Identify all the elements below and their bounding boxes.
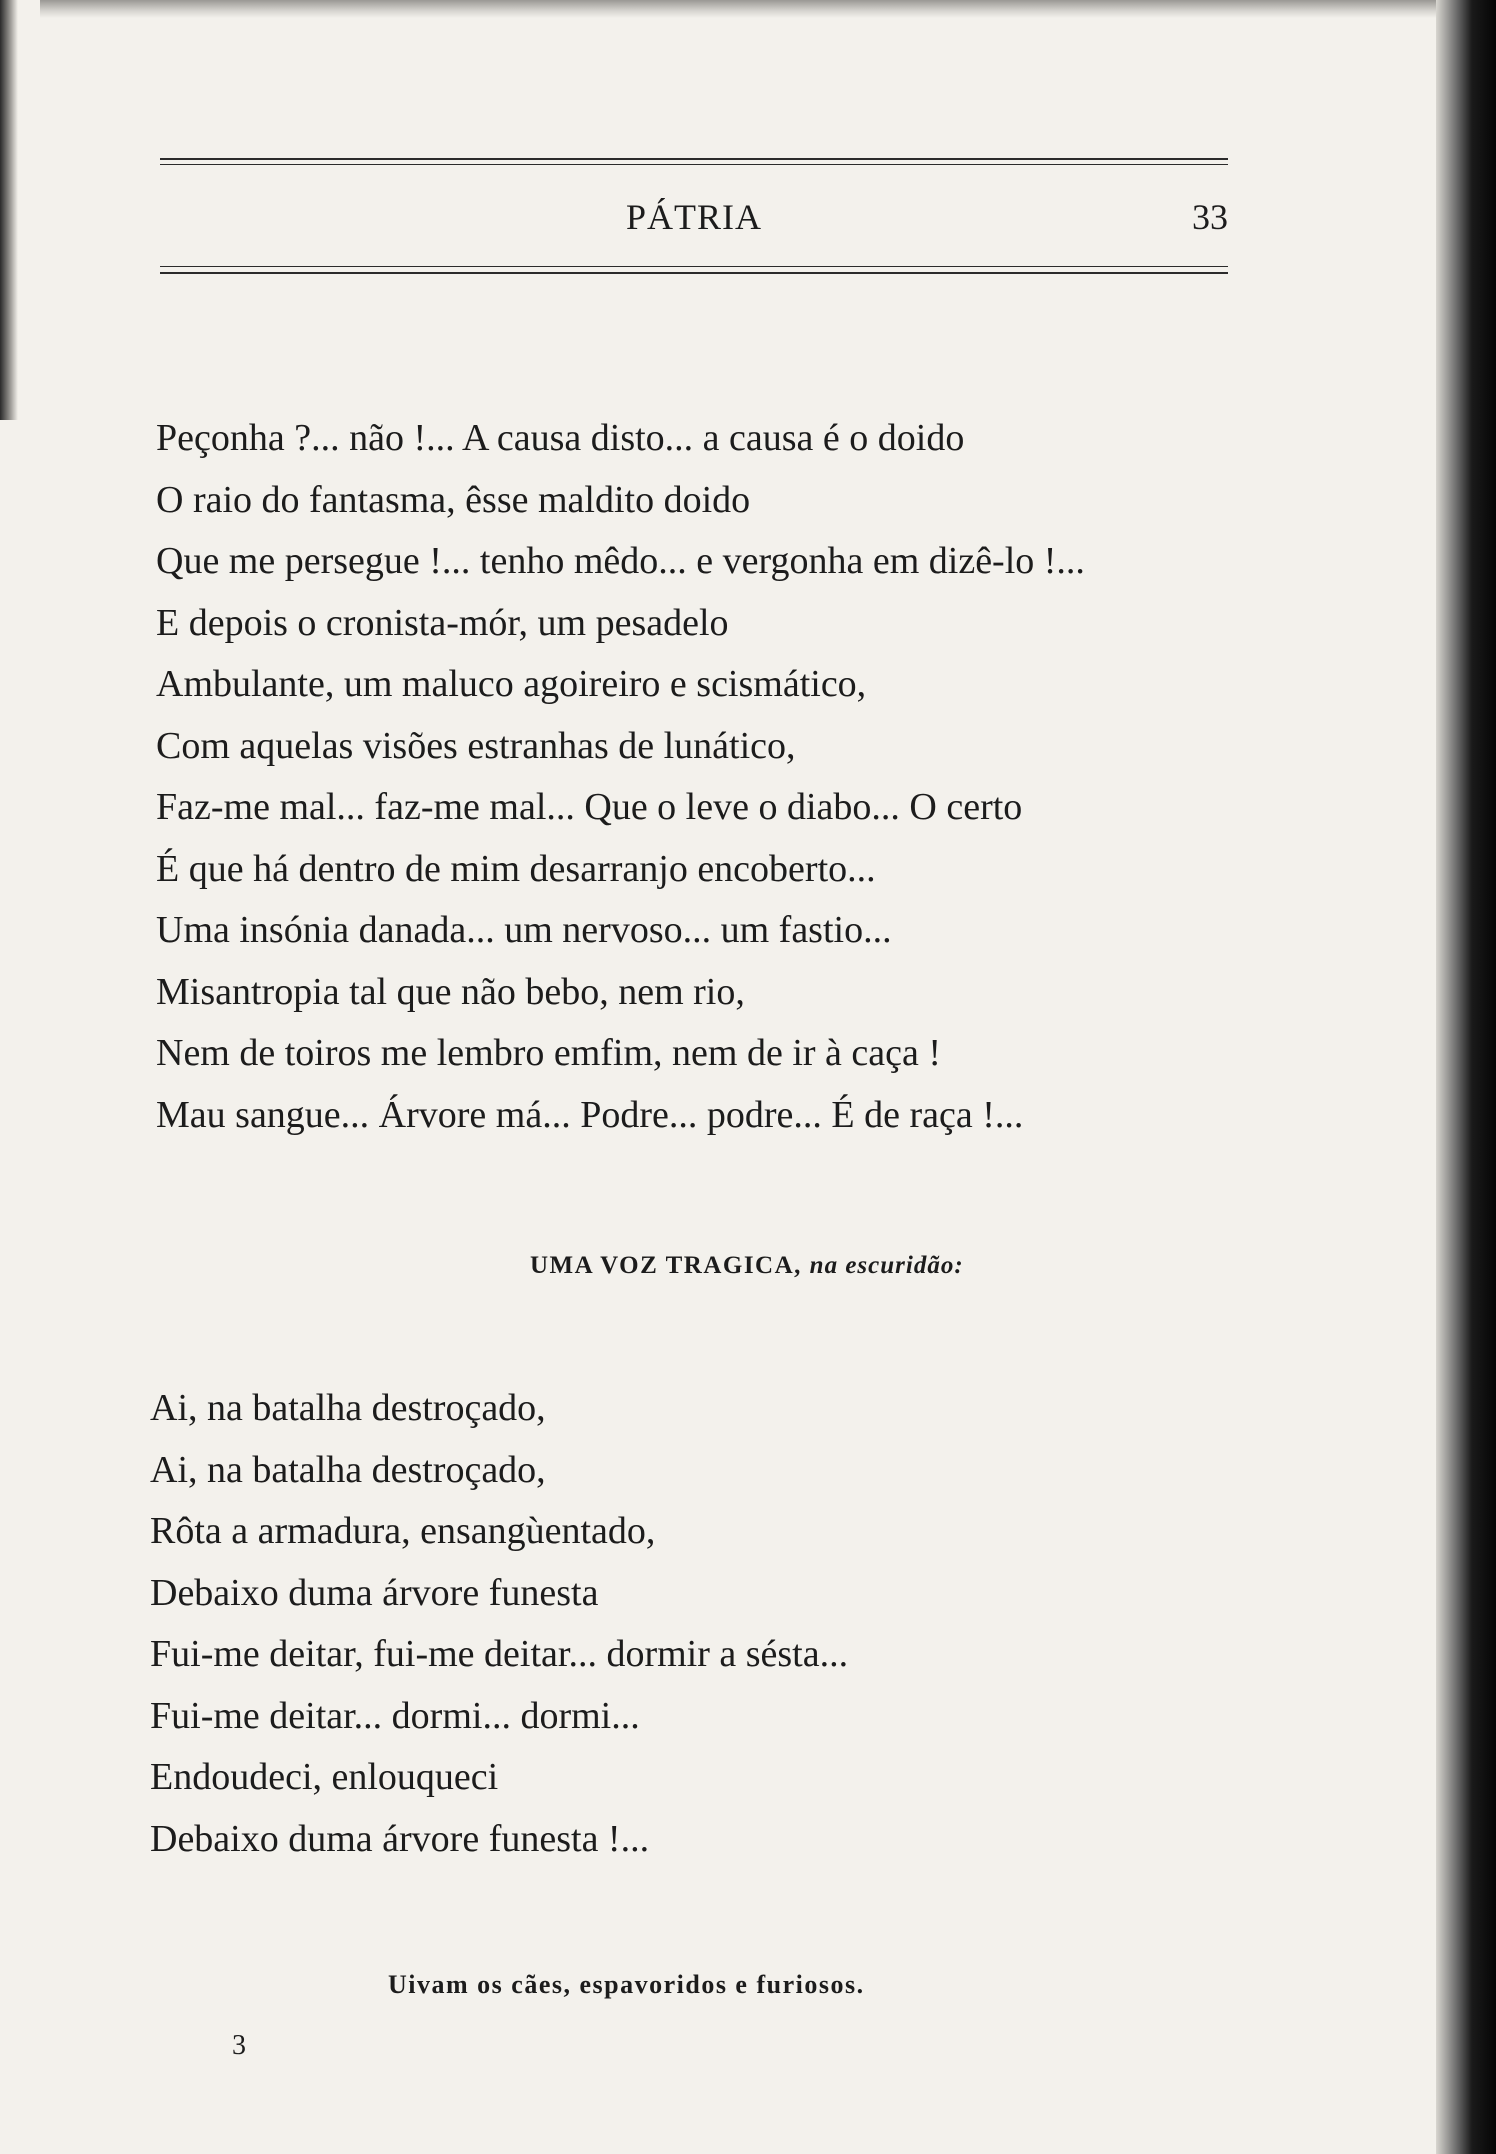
verse-line: Mau sangue... Árvore má... Podre... podre... É de raça !... [156,1093,1024,1136]
running-header [160,196,1228,246]
verse-line: É que há dentro de mim desarranjo encoberto... [156,847,876,890]
verse-line: Endoudeci, enlouqueci [150,1756,499,1798]
verse-line: Fui-me deitar, fui-me deitar... dormir a sésta... [150,1633,849,1675]
verse-line: Debaixo duma árvore funesta !... [150,1817,650,1860]
speaker-heading [530,1252,964,1280]
page-number: 33 [1192,197,1228,237]
header-rule-bottom [160,272,1228,274]
verse-line: Fui-me deitar... dormi... dormi... [150,1694,640,1737]
page-right-edge-shadow [1436,0,1496,2154]
speaker-direction: na escuridão: [809,1252,964,1279]
stanza-2 [150,1378,1230,1870]
header-rule-top-thin [160,164,1228,165]
verse-line: E depois o cronista-mór, um pesadelo [156,601,729,644]
verse-line: Uma insónia danada... um nervoso... um fastio... [156,909,892,951]
verse-line: Debaixo duma árvore funesta [150,1571,599,1614]
header-rule-bottom-thin [160,266,1228,267]
stage-direction: Uivam os cães, espavoridos e furiosos. [388,1970,865,1999]
speaker-name: UMA VOZ TRAGICA, [530,1252,802,1279]
verse-line: Ambulante, um maluco agoireiro e scismático, [156,663,867,705]
verse-line: O raio do fantasma, êsse maldito doido [156,478,751,521]
verse-line: Faz-me mal... faz-me mal... Que o leve o diabo... O certo [156,786,1023,828]
verse-line: Nem de toiros me lembro emfim, nem de ir à caça ! [156,1032,942,1074]
signature-mark: 3 [232,2030,246,2061]
page-left-edge-shadow [0,0,18,420]
verse-line: Rôta a armadura, ensangùentado, [150,1510,656,1552]
verse-line: Com aquelas visões estranhas de lunático, [156,724,796,767]
verse-line: Misantropia tal que não bebo, nem rio, [156,970,745,1013]
verse-line: Peçonha ?... não !... A causa disto... a causa é o doido [156,417,965,459]
stanza-1 [156,408,1236,1146]
header-rule-top [160,158,1228,160]
verse-line: Ai, na batalha destroçado, [150,1448,546,1491]
running-title: PÁTRIA [625,197,762,237]
verse-line: Ai, na batalha destroçado, [150,1387,546,1429]
page-top-edge-shadow [40,0,1440,18]
verse-line: Que me persegue !... tenho mêdo... e vergonha em dizê-lo !... [156,540,1085,582]
